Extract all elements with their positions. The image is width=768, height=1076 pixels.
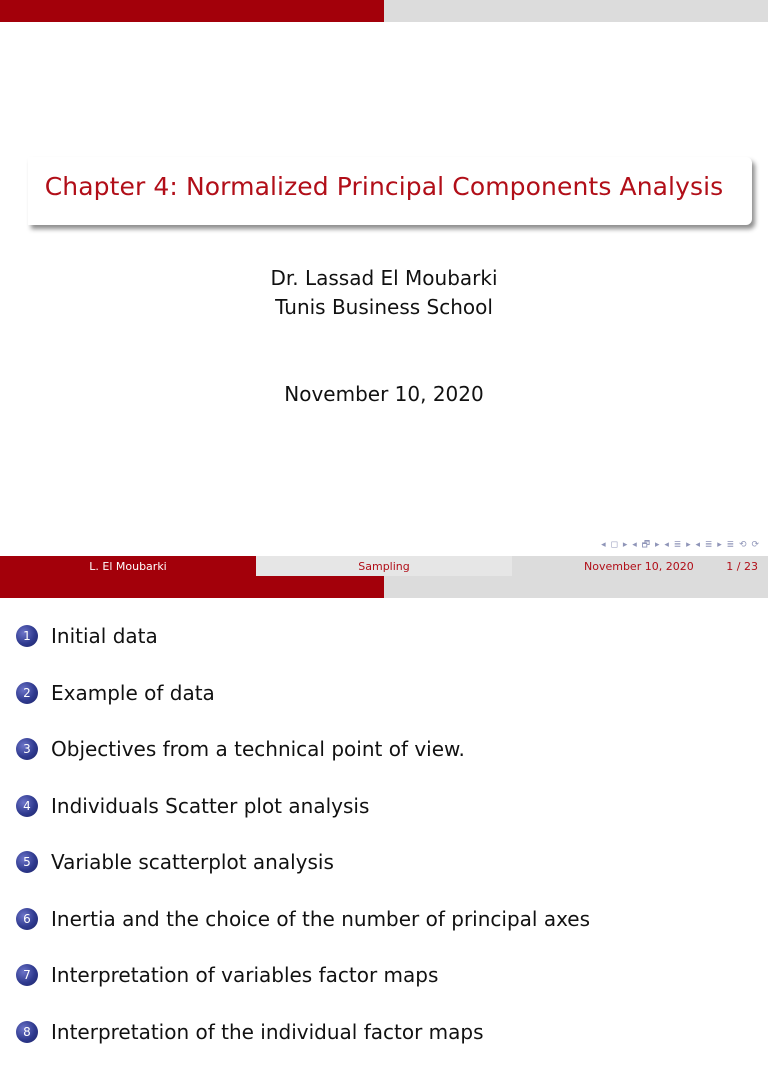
outline-item-label: Individuals Scatter plot analysis (51, 794, 369, 818)
item-number-badge: 3 (16, 738, 38, 760)
outline-item-label: Interpretation of the individual factor maps (51, 1020, 484, 1044)
item-number-badge: 5 (16, 851, 38, 873)
outline-item-label: Interpretation of variables factor maps (51, 963, 438, 987)
presentation-date: November 10, 2020 (0, 382, 768, 406)
outline-item[interactable] (16, 794, 590, 851)
footer-bar (0, 556, 768, 576)
outline-item[interactable] (16, 737, 590, 794)
outline-item-label: Variable scatterplot analysis (51, 850, 334, 874)
outline-item-label: Example of data (51, 681, 215, 705)
outline-item[interactable] (16, 624, 590, 681)
author-name: Dr. Lassad El Moubarki (0, 266, 768, 290)
navigation-symbols[interactable]: ◂ ◻ ▸ ◂ 🗗 ▸ ◂ ≣ ▸ ◂ ≣ ▸ ≣ ⟲ ⟳ (601, 537, 760, 553)
footer-section: Sampling (256, 556, 512, 576)
outline-item[interactable] (16, 850, 590, 907)
outline-item[interactable] (16, 907, 590, 964)
outline-item[interactable] (16, 1020, 590, 1076)
header-bar (0, 0, 768, 22)
footer-right (512, 556, 768, 576)
header-bar (0, 576, 768, 598)
outline-slide (0, 576, 768, 1024)
header-bar-red (0, 576, 384, 598)
outline-item-label: Initial data (51, 624, 158, 648)
slide-title: Chapter 4: Normalized Principal Components Analysis (0, 172, 768, 201)
outline-item[interactable] (16, 681, 590, 738)
item-number-badge: 4 (16, 795, 38, 817)
header-bar-gray (384, 0, 768, 22)
footer-date: November 10, 2020 (584, 560, 694, 573)
outline-item[interactable] (16, 963, 590, 1020)
item-number-badge: 1 (16, 625, 38, 647)
item-number-badge: 7 (16, 964, 38, 986)
institute-name: Tunis Business School (0, 295, 768, 319)
item-number-badge: 8 (16, 1021, 38, 1043)
outline-item-label: Inertia and the choice of the number of principal axes (51, 907, 590, 931)
outline-item-label: Objectives from a technical point of view. (51, 737, 465, 761)
footer-page-number: 1 / 23 (726, 560, 758, 573)
header-bar-gray (384, 576, 768, 598)
item-number-badge: 2 (16, 682, 38, 704)
footer-author: L. El Moubarki (0, 556, 256, 576)
outline-list (16, 624, 590, 1076)
item-number-badge: 6 (16, 908, 38, 930)
header-bar-red (0, 0, 384, 22)
